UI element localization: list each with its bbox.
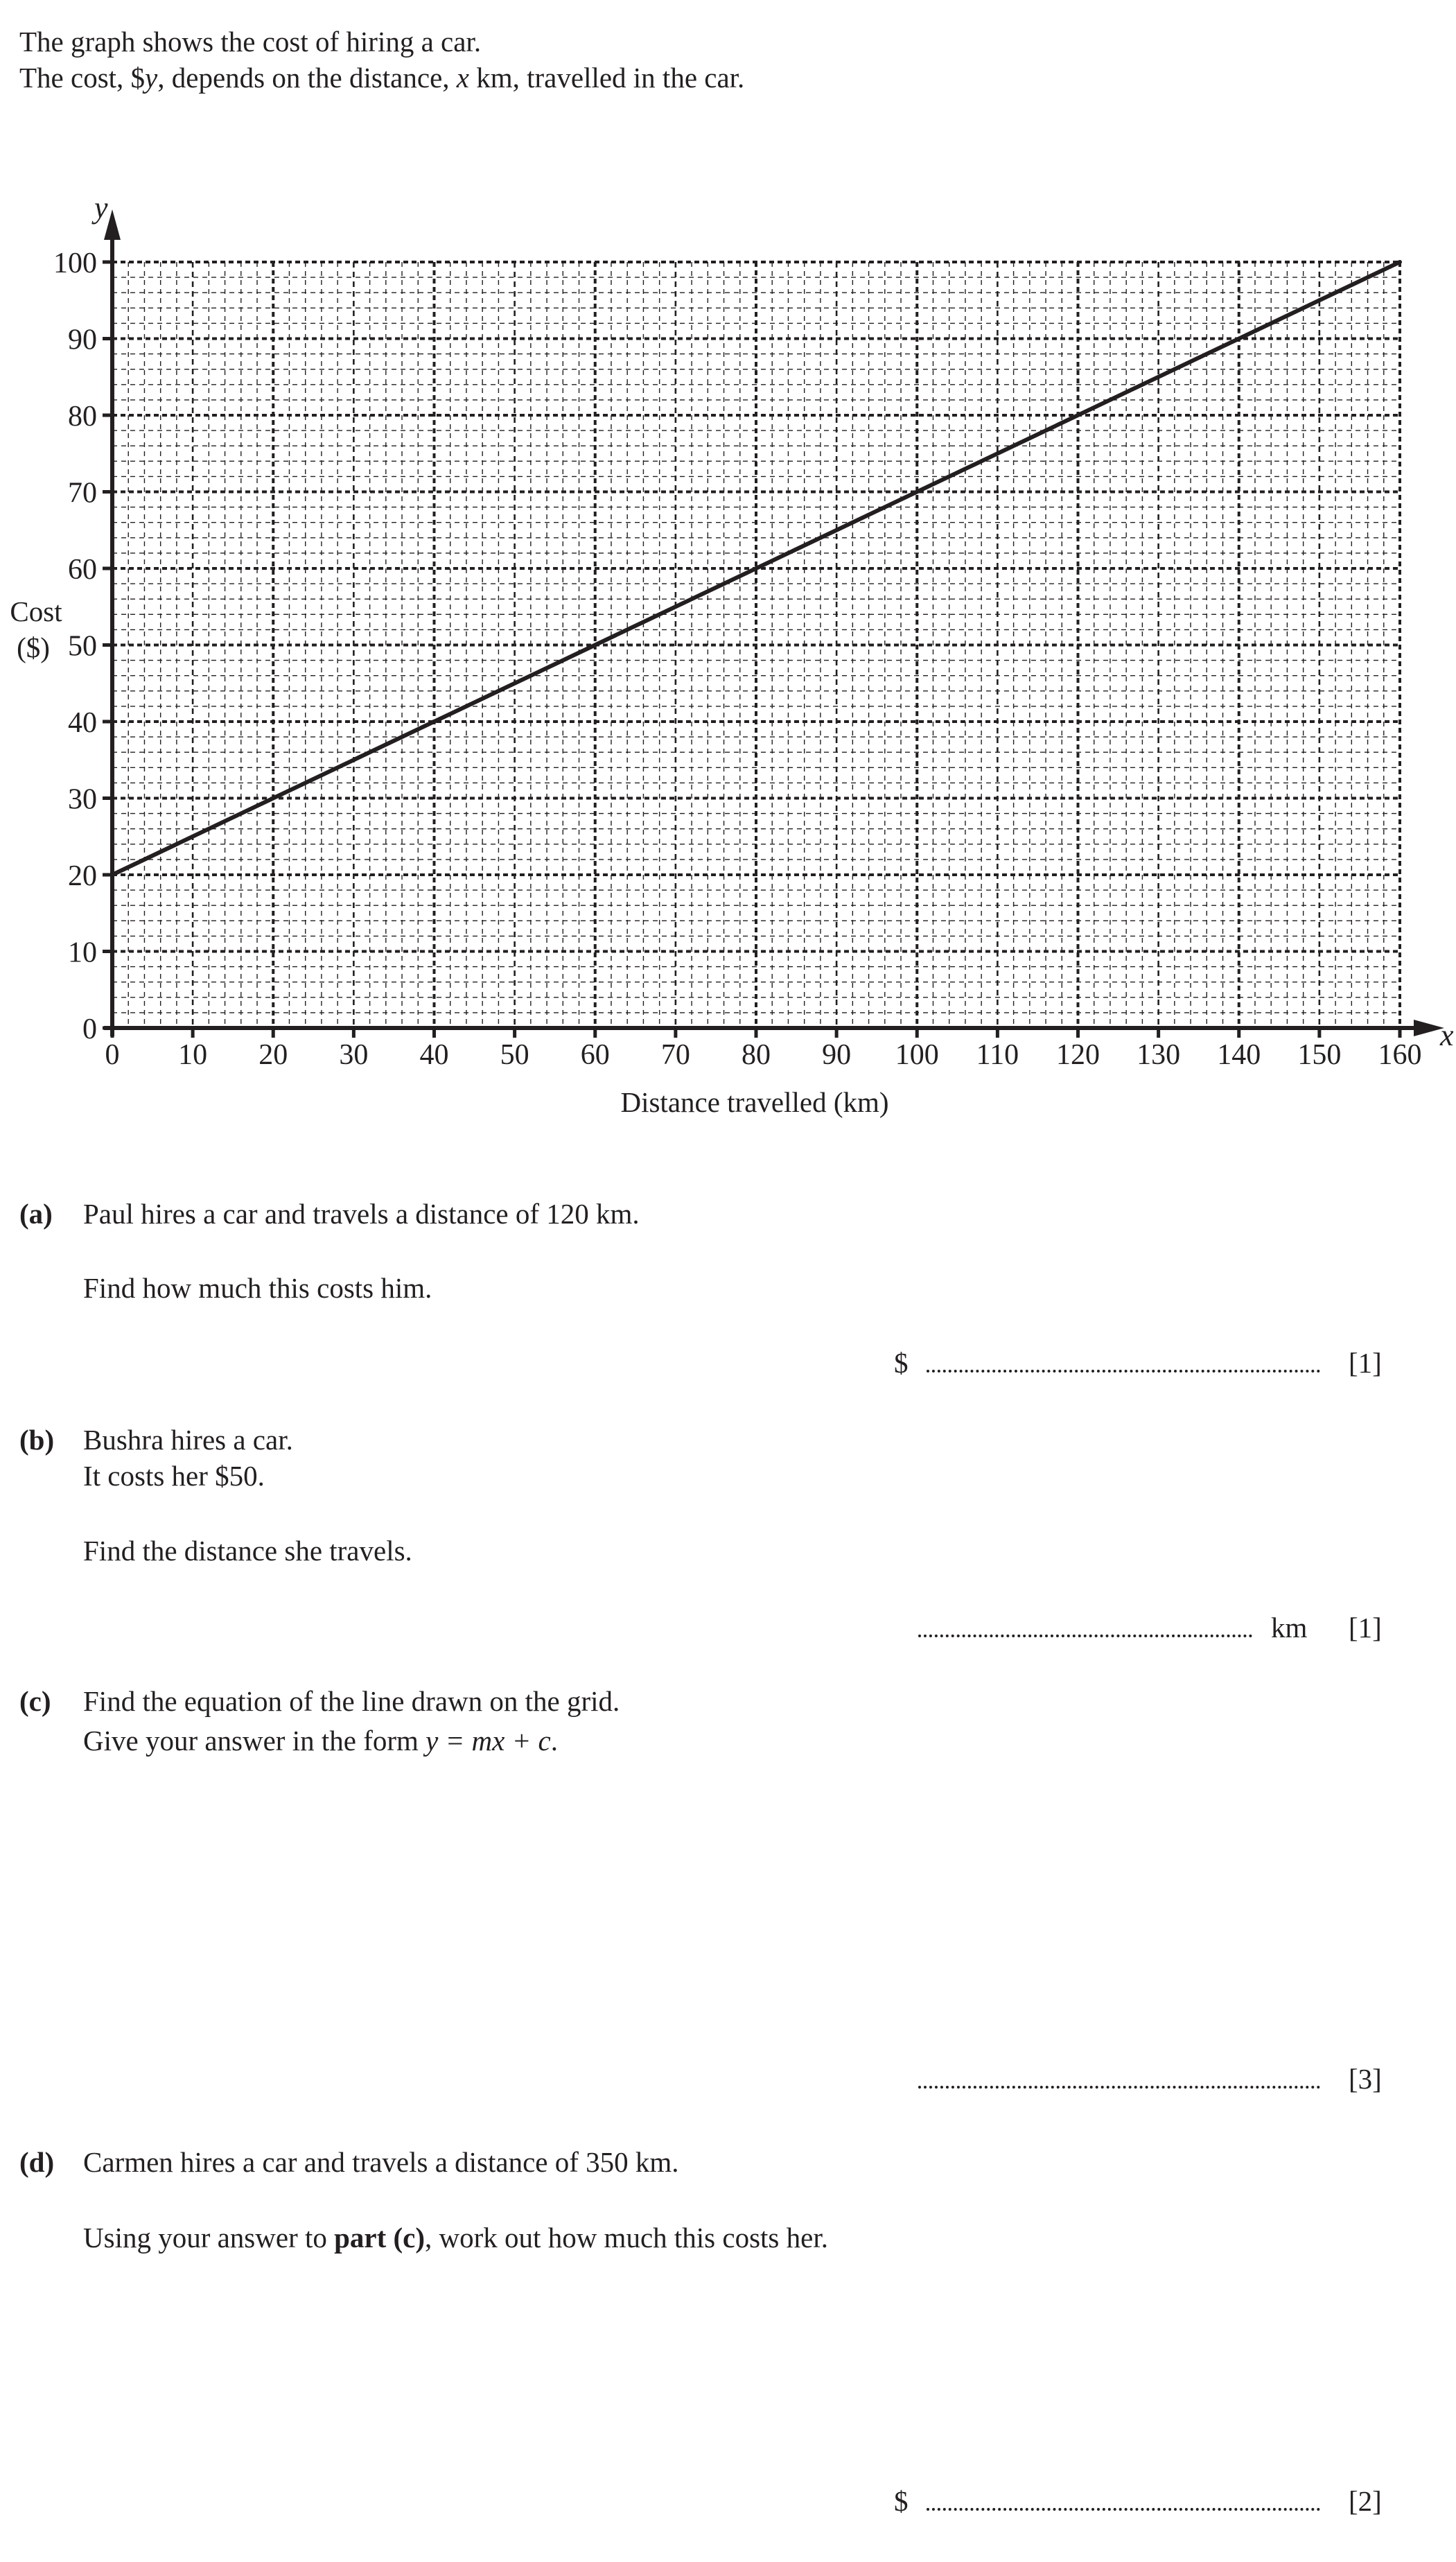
answer-a-currency: $ [894,1347,909,1379]
y-tick-label: 90 [68,324,97,356]
y-tick-label: 0 [82,1013,97,1045]
intro-text: km, travelled in the car. [468,62,745,94]
x-axis-variable: x [1440,1018,1454,1052]
x-tick-label: 60 [580,1039,610,1071]
question-d-marks: [2] [1349,2485,1382,2517]
answer-c-line[interactable] [918,2086,1320,2089]
y-tick-label: 10 [68,936,97,969]
y-tick-label: 60 [68,554,97,586]
intro-text: The cost, $ [19,62,146,94]
axis-ticks [53,247,1422,1071]
x-tick-label: 100 [895,1039,939,1071]
question-d-line-1: Carmen hires a car and travels a distance of 350 km. [83,2146,679,2178]
question-d-text: , work out how much this costs her. [425,2222,828,2254]
question-b-label: (b) [19,1424,55,1456]
x-tick-label: 80 [742,1039,771,1071]
y-axis-title-line-2: ($) [17,631,50,663]
question-b-line-3: Find the distance she travels. [83,1535,412,1567]
question-c-period: . [550,1725,558,1757]
y-tick-label: 30 [68,783,97,816]
question-b-line-2: It costs her $50. [83,1460,265,1492]
y-axis-title-line-1: Cost [10,595,62,627]
question-c-text: Give your answer in the form [83,1725,426,1757]
answer-d-currency: $ [894,2485,909,2517]
part-c-reference: part (c) [334,2222,426,2254]
question-a-line-1: Paul hires a car and travels a distance of 120 km. [83,1198,640,1230]
variable-x: x [456,62,469,94]
y-tick-label: 50 [68,630,97,663]
x-tick-label: 160 [1378,1039,1422,1071]
question-d-line-2 [83,2224,828,2252]
x-tick-label: 90 [822,1039,852,1071]
cost-graph [0,0,1456,1144]
question-c-label: (c) [19,1685,51,1717]
y-tick-label: 20 [68,860,97,892]
x-tick-label: 10 [178,1039,208,1071]
y-tick-label: 80 [68,401,97,433]
intro-line-1: The graph shows the cost of hiring a car. [19,26,482,58]
x-axis-title: Distance travelled (km) [620,1086,889,1118]
x-tick-label: 110 [976,1039,1019,1071]
x-tick-label: 120 [1056,1039,1100,1071]
answer-a-line[interactable] [927,1370,1320,1372]
y-tick-label: 100 [53,247,97,279]
x-tick-label: 130 [1137,1039,1181,1071]
question-a-label: (a) [19,1198,53,1230]
question-a-line-2: Find how much this costs him. [83,1272,432,1304]
answer-d-line[interactable] [927,2508,1320,2511]
y-tick-label: 40 [68,707,97,739]
question-a-marks: [1] [1349,1347,1382,1379]
answer-b-unit: km [1271,1612,1308,1644]
question-d-text: Using your answer to [83,2222,335,2254]
x-tick-label: 50 [500,1039,529,1071]
question-c-line-1: Find the equation of the line drawn on the grid. [83,1685,620,1717]
y-axis-variable: y [94,191,108,225]
question-c-line-2 [83,1727,558,1755]
y-tick-label: 70 [68,477,97,509]
x-tick-label: 70 [660,1039,690,1071]
x-tick-label: 30 [339,1039,369,1071]
question-b-marks: [1] [1349,1612,1382,1644]
x-tick-label: 40 [419,1039,449,1071]
answer-b-line[interactable] [918,1635,1252,1637]
question-b-line-1: Bushra hires a car. [83,1424,293,1456]
x-tick-label: 20 [258,1039,288,1071]
x-tick-label: 140 [1217,1039,1261,1071]
question-d-label: (d) [19,2146,55,2178]
x-tick-label: 150 [1297,1039,1342,1071]
variable-y: y [145,62,158,94]
equation-form: y = mx + c [426,1725,551,1757]
question-c-marks: [3] [1349,2063,1382,2095]
x-tick-label: 0 [105,1039,120,1071]
intro-text: , depends on the distance, [157,62,457,94]
